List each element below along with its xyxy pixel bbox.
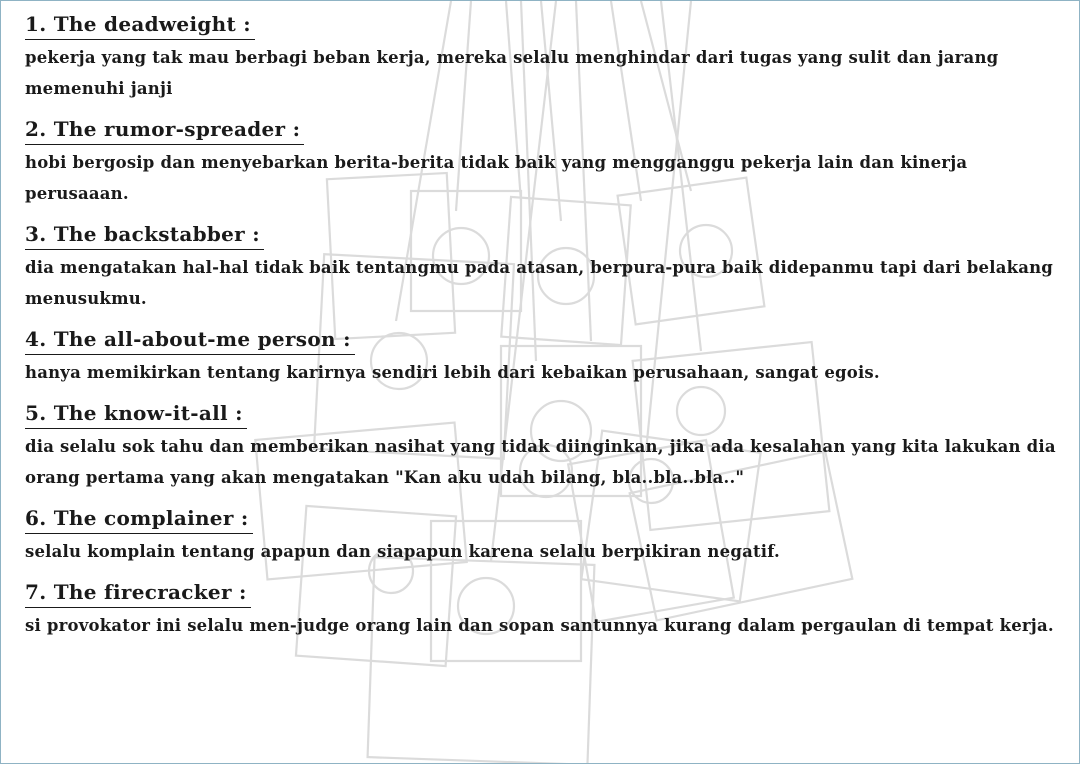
item-heading: 6. The complainer :: [25, 503, 253, 534]
item-description: dia selalu sok tahu dan memberikan nasihat yang tidak diinginkan, jika ada kesalahan yang kita lakukan dia orang pertama yang akan mengatakan "Kan aku udah bilang, bla..bla..bla..": [25, 437, 1056, 487]
list-item-complainer: [25, 503, 1065, 567]
item-description: si provokator ini selalu men-judge orang lain dan sopan santunnya kurang dalam pergaulan di tempat kerja.: [25, 616, 1054, 635]
item-heading: 3. The backstabber :: [25, 219, 264, 250]
item-heading: 7. The firecracker :: [25, 577, 251, 608]
list-item-all-about-me: [25, 324, 1065, 388]
list-item-know-it-all: [25, 398, 1065, 493]
item-description: selalu komplain tentang apapun dan siapapun karena selalu berpikiran negatif.: [25, 542, 780, 561]
item-description: dia mengatakan hal-hal tidak baik tentangmu pada atasan, berpura-pura baik didepanmu tapi dari belakang menusukmu.: [25, 258, 1054, 308]
item-heading: 4. The all-about-me person :: [25, 324, 355, 355]
tips-list: [25, 9, 1065, 651]
list-item-backstabber: [25, 219, 1065, 314]
list-item-rumor-spreader: [25, 114, 1065, 209]
item-description: pekerja yang tak mau berbagi beban kerja, mereka selalu menghindar dari tugas yang sulit dan jarang memenuhi janji: [25, 48, 999, 98]
item-heading: 2. The rumor-spreader :: [25, 114, 304, 145]
list-item-firecracker: [25, 577, 1065, 641]
item-description: hobi bergosip dan menyebarkan berita-berita tidak baik yang mengganggu pekerja lain dan kinerja perusaaan.: [25, 153, 968, 203]
item-heading: 5. The know-it-all :: [25, 398, 247, 429]
item-heading: 1. The deadweight :: [25, 9, 255, 40]
item-description: hanya memikirkan tentang karirnya sendiri lebih dari kebaikan perusahaan, sangat egois.: [25, 363, 880, 382]
list-item-deadweight: [25, 9, 1065, 104]
